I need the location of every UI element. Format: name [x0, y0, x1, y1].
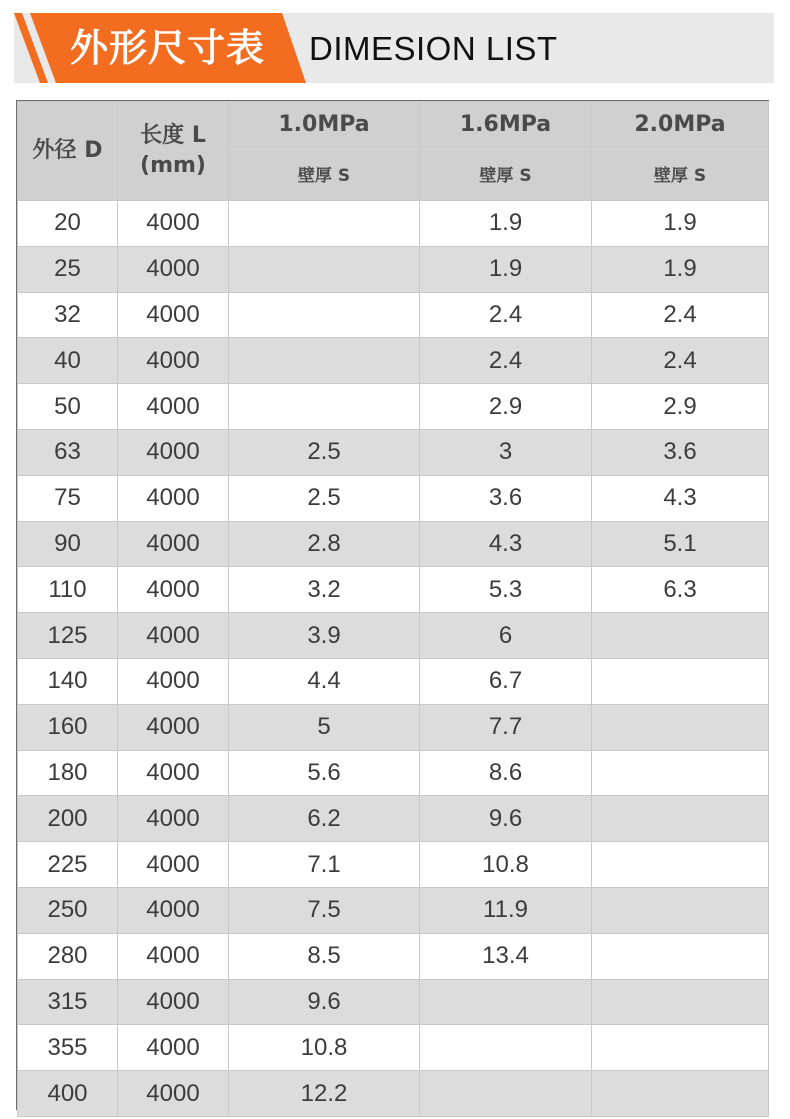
- cell-wall-2-0mpa: [592, 750, 769, 796]
- cell-wall-1-0mpa: [229, 338, 420, 384]
- cell-wall-1-6mpa: [420, 1071, 592, 1117]
- cell-wall-1-6mpa: 9.6: [420, 796, 592, 842]
- cell-length: 4000: [118, 567, 229, 613]
- cell-length: 4000: [118, 1025, 229, 1071]
- table-row: [18, 521, 769, 567]
- cell-wall-1-0mpa: 5: [229, 704, 420, 750]
- dimension-table-container: [16, 100, 769, 1110]
- table-row: [18, 429, 769, 475]
- cell-wall-2-0mpa: 1.9: [592, 201, 769, 247]
- cell-wall-1-6mpa: 13.4: [420, 933, 592, 979]
- table-row: [18, 796, 769, 842]
- table-row: [18, 384, 769, 430]
- cell-wall-1-6mpa: 6: [420, 613, 592, 659]
- cell-wall-1-6mpa: 8.6: [420, 750, 592, 796]
- cell-length: 4000: [118, 521, 229, 567]
- cell-outer-diameter: 250: [18, 887, 118, 933]
- cell-length: 4000: [118, 887, 229, 933]
- cell-wall-1-6mpa: 2.4: [420, 292, 592, 338]
- cell-outer-diameter: 280: [18, 933, 118, 979]
- table-row: [18, 1071, 769, 1117]
- cell-length: 4000: [118, 429, 229, 475]
- cell-outer-diameter: 315: [18, 979, 118, 1025]
- cell-outer-diameter: 20: [18, 201, 118, 247]
- cell-wall-1-0mpa: 7.1: [229, 842, 420, 888]
- cell-wall-1-0mpa: 4.4: [229, 658, 420, 704]
- cell-wall-1-0mpa: [229, 292, 420, 338]
- cell-outer-diameter: 180: [18, 750, 118, 796]
- cell-wall-2-0mpa: 1.9: [592, 246, 769, 292]
- cell-outer-diameter: 125: [18, 613, 118, 659]
- cell-wall-2-0mpa: 2.4: [592, 338, 769, 384]
- cell-length: 4000: [118, 338, 229, 384]
- table-row: [18, 842, 769, 888]
- cell-wall-2-0mpa: [592, 842, 769, 888]
- cell-wall-1-0mpa: 10.8: [229, 1025, 420, 1071]
- cell-outer-diameter: 140: [18, 658, 118, 704]
- table-row: [18, 979, 769, 1025]
- cell-wall-1-6mpa: 5.3: [420, 567, 592, 613]
- cell-length: 4000: [118, 1071, 229, 1117]
- cell-wall-1-6mpa: 1.9: [420, 246, 592, 292]
- cell-length: 4000: [118, 613, 229, 659]
- table-row: [18, 292, 769, 338]
- cell-wall-1-6mpa: [420, 1025, 592, 1071]
- table-row: [18, 567, 769, 613]
- table-row: [18, 704, 769, 750]
- cell-outer-diameter: 200: [18, 796, 118, 842]
- cell-outer-diameter: 225: [18, 842, 118, 888]
- cell-wall-2-0mpa: [592, 704, 769, 750]
- cell-wall-1-6mpa: [420, 979, 592, 1025]
- cell-wall-1-6mpa: 7.7: [420, 704, 592, 750]
- table-body: [18, 201, 769, 1117]
- table-row: [18, 201, 769, 247]
- cell-wall-2-0mpa: 5.1: [592, 521, 769, 567]
- cell-length: 4000: [118, 658, 229, 704]
- cell-length: 4000: [118, 750, 229, 796]
- table-row: [18, 475, 769, 521]
- cell-outer-diameter: 75: [18, 475, 118, 521]
- cell-length: 4000: [118, 201, 229, 247]
- page-title-english: DIMESION LIST: [309, 30, 558, 67]
- cell-wall-1-6mpa: 3.6: [420, 475, 592, 521]
- cell-wall-2-0mpa: [592, 1071, 769, 1117]
- cell-length: 4000: [118, 796, 229, 842]
- cell-outer-diameter: 40: [18, 338, 118, 384]
- table-row: [18, 658, 769, 704]
- cell-wall-1-0mpa: 2.8: [229, 521, 420, 567]
- cell-outer-diameter: 400: [18, 1071, 118, 1117]
- cell-length: 4000: [118, 246, 229, 292]
- cell-wall-1-6mpa: 6.7: [420, 658, 592, 704]
- cell-outer-diameter: 160: [18, 704, 118, 750]
- header-outer-diameter: 外径 D: [18, 102, 118, 201]
- cell-outer-diameter: 32: [18, 292, 118, 338]
- cell-outer-diameter: 355: [18, 1025, 118, 1071]
- cell-wall-2-0mpa: 6.3: [592, 567, 769, 613]
- cell-wall-1-0mpa: 3.2: [229, 567, 420, 613]
- cell-wall-1-6mpa: 3: [420, 429, 592, 475]
- header-length-label: 长度 L: [140, 123, 206, 148]
- header-wall-thickness-1-0: 壁厚 S: [229, 147, 420, 201]
- table-row: [18, 750, 769, 796]
- cell-wall-2-0mpa: 2.4: [592, 292, 769, 338]
- cell-outer-diameter: 110: [18, 567, 118, 613]
- header-length: [118, 102, 229, 201]
- cell-length: 4000: [118, 979, 229, 1025]
- header-wall-thickness-2-0: 壁厚 S: [592, 147, 769, 201]
- cell-length: 4000: [118, 704, 229, 750]
- page-title-chinese: 外形尺寸表: [70, 26, 266, 70]
- cell-wall-1-0mpa: 8.5: [229, 933, 420, 979]
- cell-wall-2-0mpa: [592, 658, 769, 704]
- cell-wall-2-0mpa: [592, 887, 769, 933]
- header-pressure-1-0: 1.0MPa: [229, 102, 420, 147]
- cell-length: 4000: [118, 842, 229, 888]
- header-pressure-1-6: 1.6MPa: [420, 102, 592, 147]
- table-row: [18, 1025, 769, 1071]
- cell-length: 4000: [118, 292, 229, 338]
- table-row: [18, 246, 769, 292]
- table-row: [18, 338, 769, 384]
- cell-wall-1-0mpa: [229, 246, 420, 292]
- cell-wall-1-6mpa: 1.9: [420, 201, 592, 247]
- cell-wall-1-6mpa: 4.3: [420, 521, 592, 567]
- table-row: [18, 613, 769, 659]
- cell-outer-diameter: 25: [18, 246, 118, 292]
- cell-wall-1-6mpa: 2.9: [420, 384, 592, 430]
- cell-wall-1-0mpa: 5.6: [229, 750, 420, 796]
- cell-wall-1-0mpa: 3.9: [229, 613, 420, 659]
- cell-wall-1-0mpa: [229, 384, 420, 430]
- header-pressure-2-0: 2.0MPa: [592, 102, 769, 147]
- cell-wall-1-0mpa: 7.5: [229, 887, 420, 933]
- table-row: [18, 887, 769, 933]
- cell-wall-2-0mpa: [592, 933, 769, 979]
- cell-length: 4000: [118, 933, 229, 979]
- cell-wall-2-0mpa: 2.9: [592, 384, 769, 430]
- cell-wall-2-0mpa: 3.6: [592, 429, 769, 475]
- cell-wall-1-0mpa: 2.5: [229, 475, 420, 521]
- header-wall-thickness-1-6: 壁厚 S: [420, 147, 592, 201]
- cell-wall-1-6mpa: 10.8: [420, 842, 592, 888]
- cell-wall-1-0mpa: 6.2: [229, 796, 420, 842]
- cell-outer-diameter: 50: [18, 384, 118, 430]
- cell-outer-diameter: 90: [18, 521, 118, 567]
- cell-wall-2-0mpa: 4.3: [592, 475, 769, 521]
- cell-wall-2-0mpa: [592, 979, 769, 1025]
- cell-wall-2-0mpa: [592, 796, 769, 842]
- title-banner: [14, 13, 774, 83]
- cell-outer-diameter: 63: [18, 429, 118, 475]
- header-length-unit: (mm): [140, 153, 206, 178]
- cell-wall-2-0mpa: [592, 613, 769, 659]
- cell-wall-1-0mpa: 12.2: [229, 1071, 420, 1117]
- cell-wall-1-6mpa: 2.4: [420, 338, 592, 384]
- table-row: [18, 933, 769, 979]
- cell-wall-1-0mpa: 9.6: [229, 979, 420, 1025]
- cell-wall-2-0mpa: [592, 1025, 769, 1071]
- cell-wall-1-0mpa: 2.5: [229, 429, 420, 475]
- cell-length: 4000: [118, 384, 229, 430]
- cell-wall-1-6mpa: 11.9: [420, 887, 592, 933]
- cell-length: 4000: [118, 475, 229, 521]
- dimension-table: [17, 101, 769, 1117]
- cell-wall-1-0mpa: [229, 201, 420, 247]
